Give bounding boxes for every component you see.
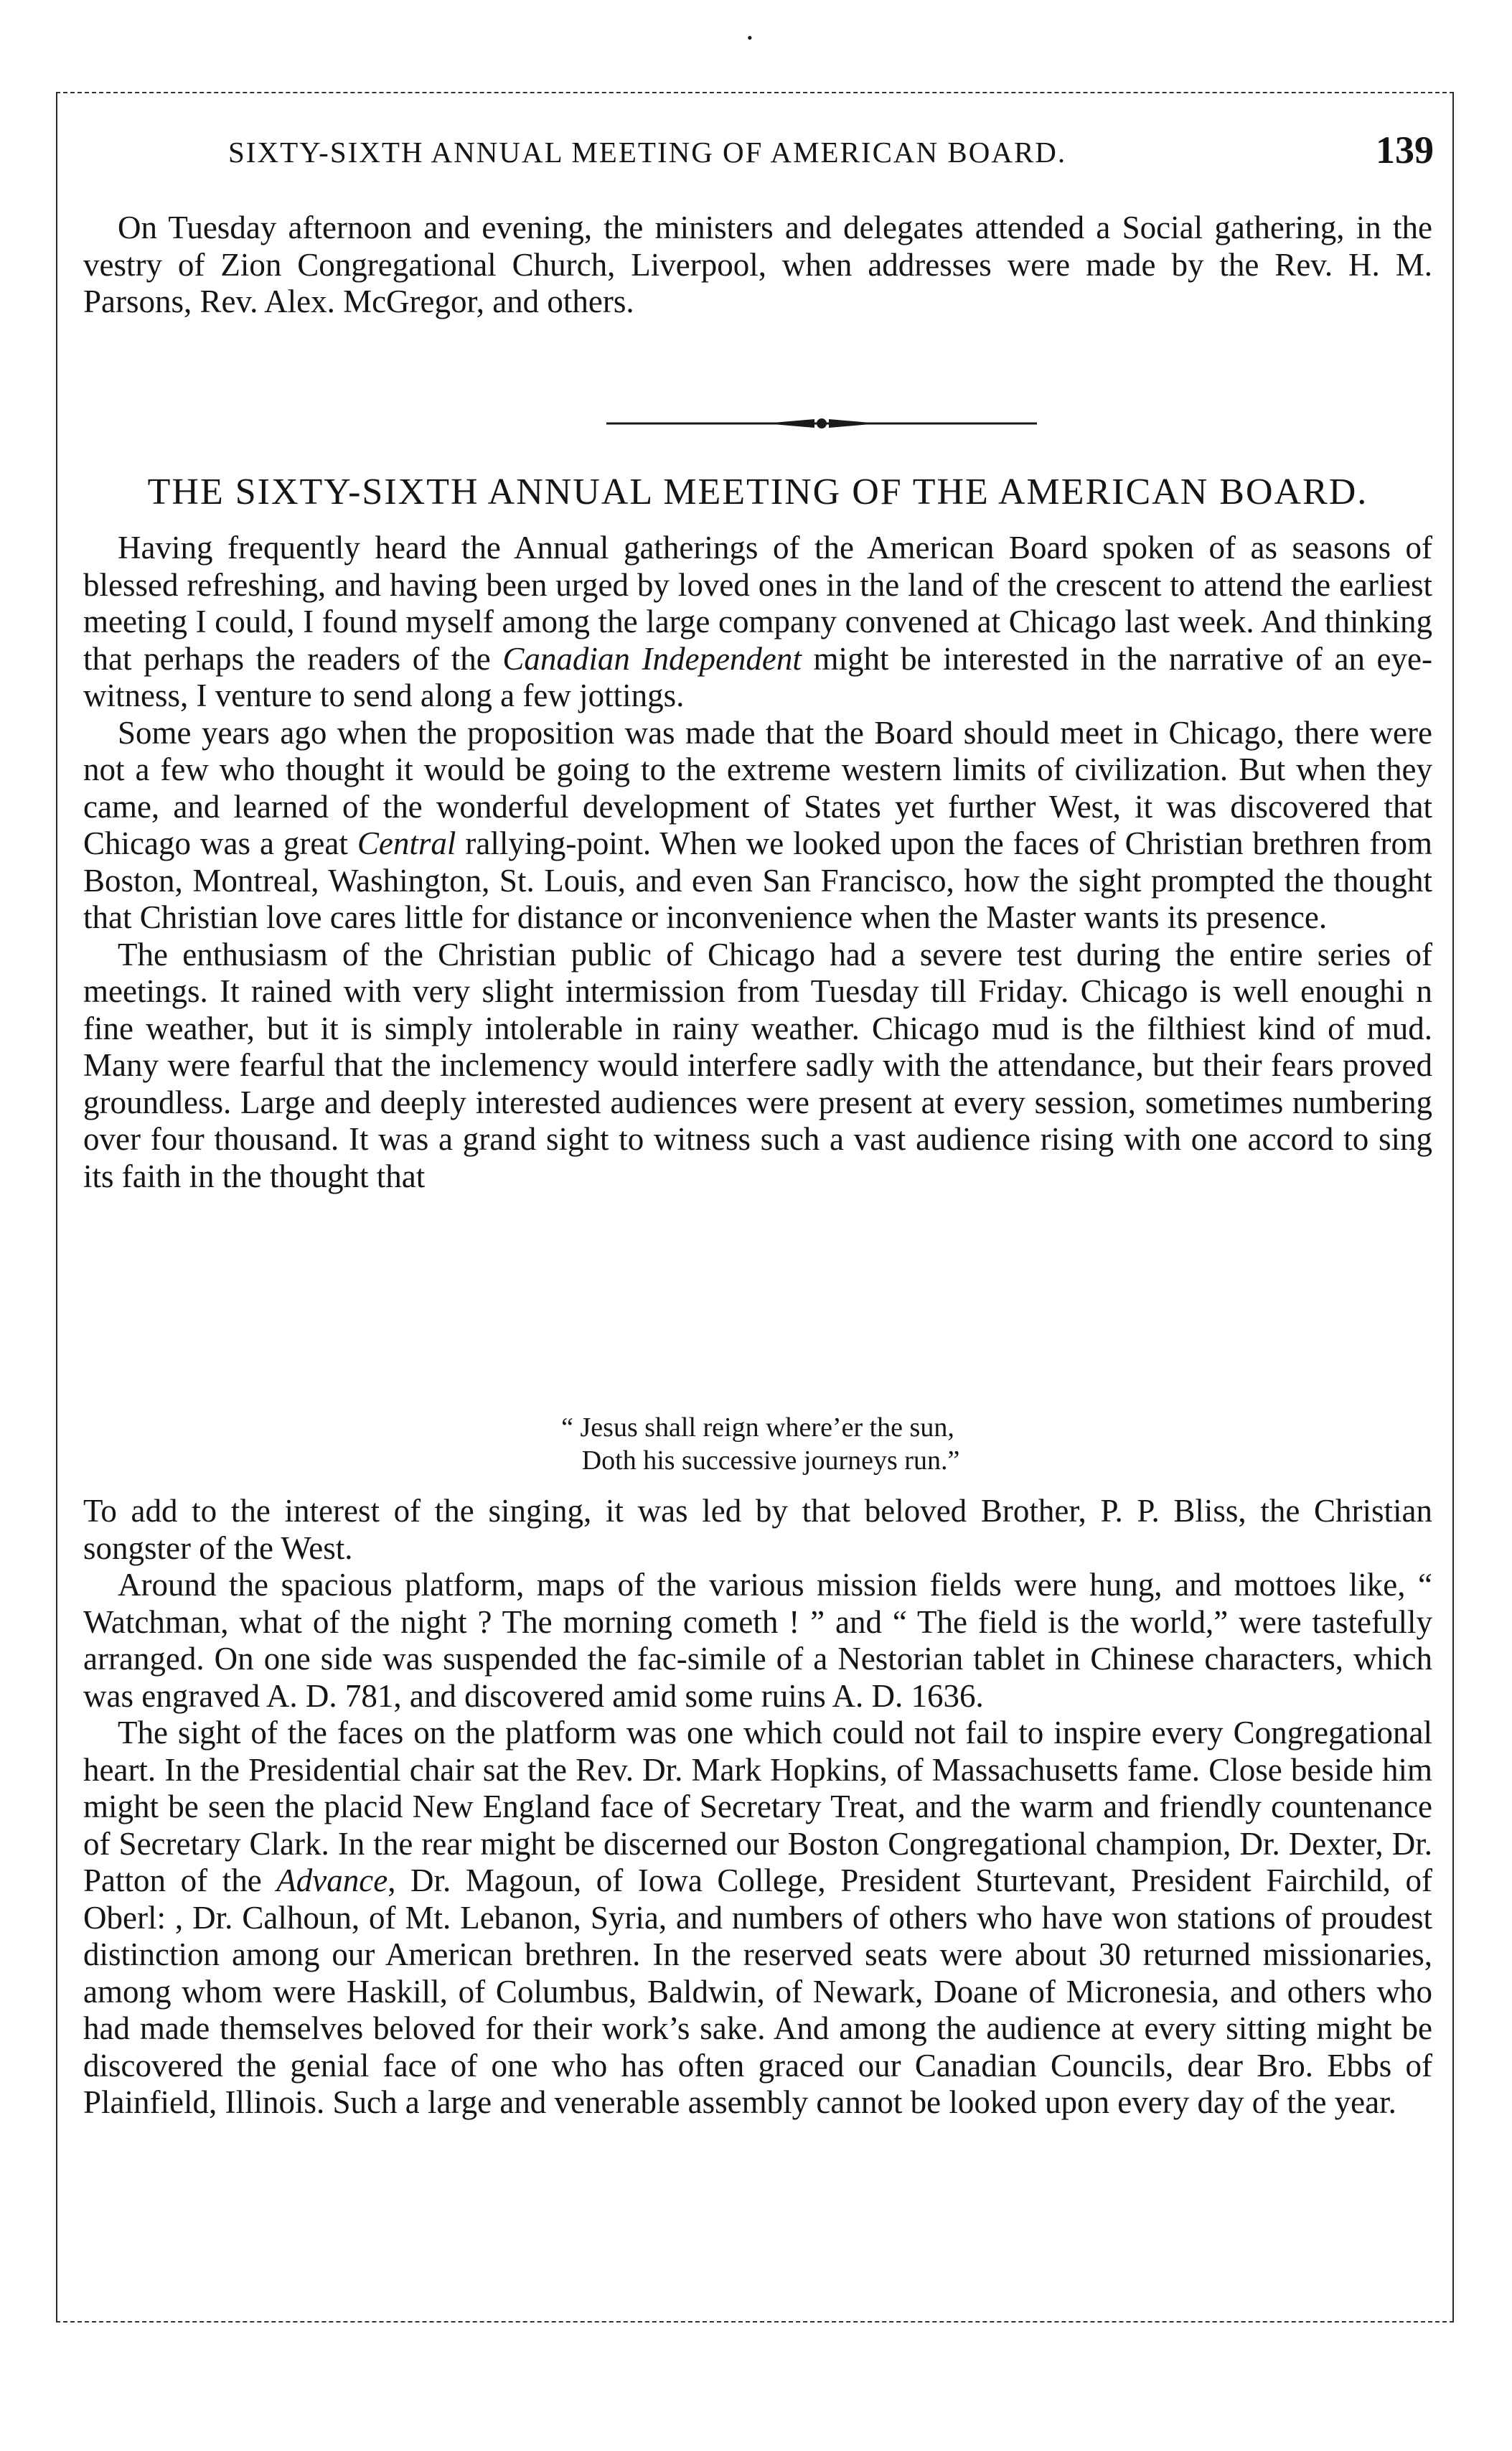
- intro-section: [83, 210, 1432, 321]
- paragraph-4: To add to the interest of the singing, it was led by that beloved Brother, P. P. Bliss, the Christian songster of the West.: [83, 1493, 1432, 1566]
- paragraph-1-text-b: might be interested in the narrative of an eye-witness, I venture to send along a few jottings.: [83, 640, 1432, 713]
- paragraph-3: The enthusiasm of the Christian public of Chicago had a severe test during the entire series of meetings. It rained with very slight intermission from Tuesday till Friday. Chicago is well enoughi n fine weather, but it is simply intolerable in rainy weather. Chicago mud is the filthiest kind of mud. Many were fearful that the inclemency would interfere sadly with the attendance, but their fears proved groundless. Large and deeply interested audiences were present at every session, sometimes numbering over four thousand. It was a grand sight to witness such a vast audience rising with one accord to sing its faith in the thought that: [83, 936, 1432, 1194]
- stray-dot: •: [747, 29, 753, 47]
- article-body-part-2: [83, 1493, 1432, 2122]
- paragraph-1-text-a: Having frequently heard the Annual gatherings of the American Board spoken of as seasons of blessed refreshing, and having been urged by loved ones in the land of the crescent to attend the earliest meeting I could, I found myself among the large company convened at Chicago last week. And thinking that perhaps the readers of the: [83, 530, 1432, 677]
- paragraph-6-italic: Advance: [276, 1862, 388, 1898]
- quote-line-1: “ Jesus shall reign where’er the sun,: [561, 1412, 954, 1443]
- running-head: [85, 128, 1434, 175]
- paragraph-6: [83, 1715, 1432, 2122]
- quote-line-2: Doth his successive journeys run.”: [581, 1445, 960, 1476]
- paragraph-5: Around the spacious platform, maps of the various mission fields were hung, and mottoes like, “ Watchman, what of the night ? The morning cometh ! ” and “ The field is the world,” were tastefully arranged. On one side was suspended the fac-simile of a Nestorian tablet in Chinese characters, which was engraved A. D. 781, and discovered amid some ruins A. D. 1636.: [83, 1567, 1432, 1714]
- hymn-quote: [83, 1411, 1432, 1477]
- article-title: THE SIXTY-SIXTH ANNUAL MEETING OF THE AMERICAN BOARD.: [147, 472, 1368, 512]
- paragraph-2: [83, 715, 1432, 937]
- section-divider-ornament: [606, 414, 1037, 433]
- paragraph-6-text-a: The sight of the faces on the platform was one which could not fail to inspire every Congregational heart. In the Presidential chair sat the Rev. Dr. Mark Hopkins, of Massachusetts fame. Close beside him might be seen the placid New England face of Secretary Treat, and the warm and friendly countenance of Secretary Clark. In the rear might be discerned our Boston Congregational champion, Dr. Dexter, Dr. Patton of the: [83, 1715, 1432, 1898]
- paragraph-6-text-b: , Dr. Magoun, of Iowa College, President Sturtevant, President Fairchild, of Oberl: , Dr. Calhoun, of Mt. Lebanon, Syria, and numbers of others who have won stations of proudest distinction among our American brethren. In the reserved seats were about 30 returned missionaries, among whom were Haskill, of Columbus, Baldwin, of Newark, Doane of Micronesia, and others who had made themselves beloved for their work’s sake. And among the audience at every sitting might be discovered the genial face of one who has often graced our Canadian Councils, dear Bro. Ebbs of Plainfield, Illinois. Such a large and venerable assembly cannot be looked upon every day of the year.: [83, 1862, 1432, 2120]
- paragraph-2-text-b: rallying-point. When we looked upon the faces of Christian brethren from Boston, Montreal, Washington, St. Louis, and even San Francisco, how the sight prompted the thought that Christian love cares little for distance or inconvenience when the Master wants its presence.: [83, 825, 1432, 935]
- paragraph-1: [83, 530, 1432, 715]
- paragraph-2-text-a: Some years ago when the proposition was made that the Board should meet in Chicago, there were not a few who thought it would be going to the extreme western limits of civilization. But when they came, and learned of the wonderful development of States yet further West, it was discovered that Chicago was a great: [83, 714, 1432, 861]
- intro-paragraph: On Tuesday afternoon and evening, the ministers and delegates attended a Social gathering, in the vestry of Zion Congregational Church, Liverpool, when addresses were made by the Rev. H. M. Parsons, Rev. Alex. McGregor, and others.: [83, 210, 1432, 319]
- paragraph-2-italic: Central: [357, 825, 456, 861]
- page-number: 139: [1376, 128, 1434, 172]
- article-body-part-1: [83, 530, 1432, 1195]
- running-title: SIXTY-SIXTH ANNUAL MEETING OF AMERICAN BOARD.: [228, 136, 1067, 169]
- paragraph-1-italic: Canadian Independent: [502, 640, 802, 677]
